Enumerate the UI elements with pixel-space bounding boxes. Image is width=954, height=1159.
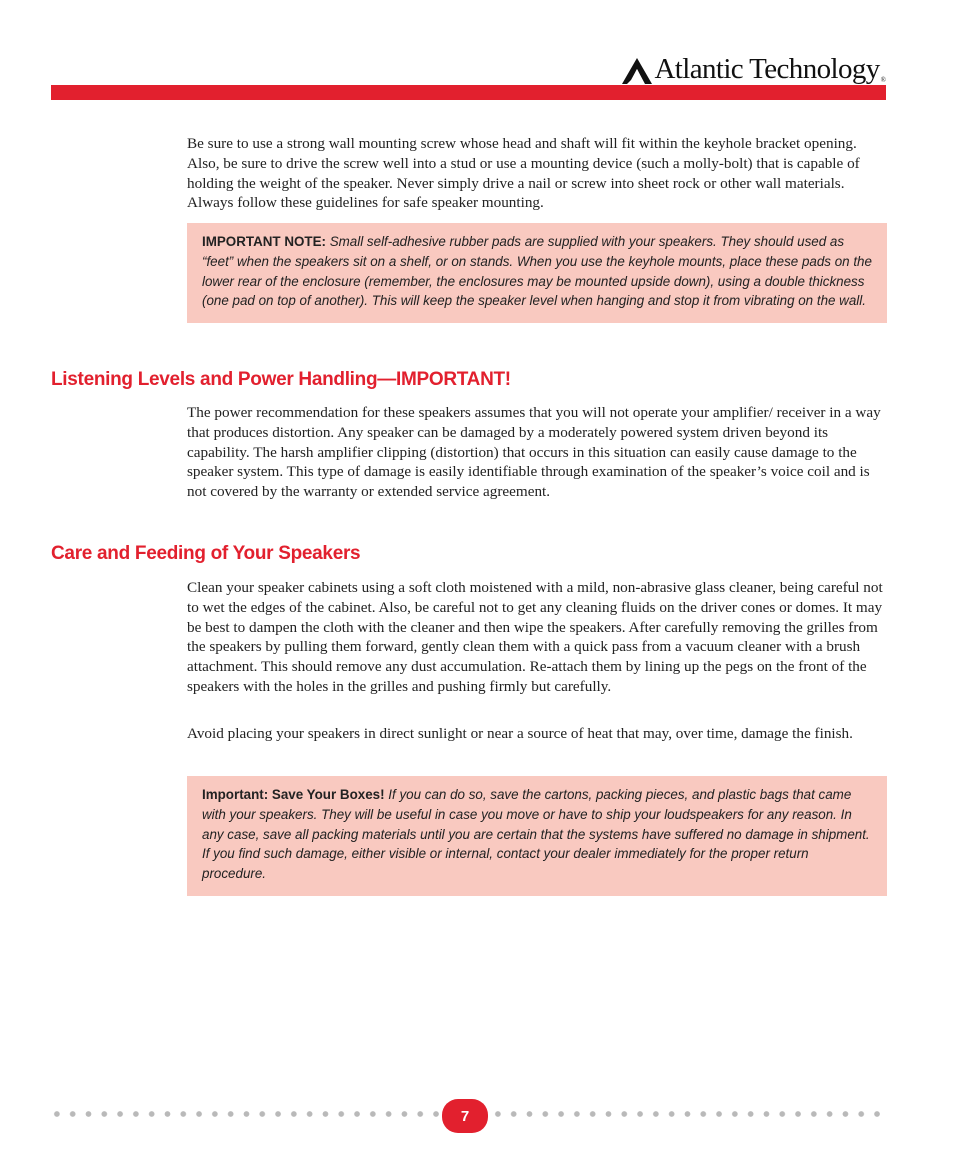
intro-paragraph: Be sure to use a strong wall mounting screw whose head and shaft will fit within the keyhole bracket opening. Also, be sure to drive the screw well into a stud or use a mounting device (such a molly-bolt) that is capable of holding the weight of the speaker. Never simply drive a nail or screw into sheet rock or other wall materials. Always follow these guidelines for safe speaker mounting.: [187, 135, 860, 212]
section-heading-care-feeding: Care and Feeding of Your Speakers: [51, 543, 361, 564]
footer-dots-left: [49, 1110, 443, 1118]
listening-levels-paragraph: The power recommendation for these speakers assumes that you will not operate your amplifier/ receiver in a way that produces distortion. Any speaker can be damaged by a moderately powered system driven beyond its capability. The harsh amplifier clipping (distortion) that occurs in this situation can easily cause damage to the speaker system. This type of damage is easily identifiable through examination of the speaker’s voice coil and is not covered by the warranty or extended service agreement.: [187, 404, 881, 501]
header-rule: [51, 85, 886, 100]
section-heading-listening-levels: Listening Levels and Power Handling—IMPORTANT!: [51, 369, 511, 390]
note-lead: IMPORTANT NOTE:: [202, 234, 326, 249]
brand-logo: [622, 50, 886, 84]
note-text: Small self-adhesive rubber pads are supplied with your speakers. They should used as “feet” when the speakers sit on a shelf, or on stands. When you use the keyhole mounts, place these pads on the lower rear of the enclosure (remember, the enclosures may be mounted upside down), using a double thickness (one pad on top of another). This will keep the speaker level when hanging and stop it from vibrating on the wall.: [202, 234, 872, 309]
footer-dots-right: [490, 1110, 888, 1118]
registered-mark: ®: [880, 76, 886, 84]
note-text: If you can do so, save the cartons, packing pieces, and plastic bags that came with your speakers. They will be useful in case you move or have to ship your loudspeakers for any reason. In any case, save all packing materials until you are certain that the systems have suffered no damage in shipment. If you find such damage, either visible or internal, contact your dealer immediately for the proper return procedure.: [202, 787, 870, 882]
care-paragraph-1: Clean your speaker cabinets using a soft cloth moistened with a mild, non-abrasive glass cleaner, being careful not to wet the edges of the cabinet. Also, be careful not to get any cleaning fluids on the driver cones or domes. It may be best to dampen the cloth with the cleaner and then wipe the speakers. After carefully removing the grilles from the speakers by pulling them forward, gently clean them with a quick pass from a vacuum cleaner with a brush attachment. This should remove any dust accumulation. Re-attach them by lining up the pegs on the front of the speakers with the holes in the grilles and pushing firmly but carefully.: [187, 579, 883, 695]
brand-name: Atlantic Technology: [654, 53, 880, 85]
important-note-box: [187, 223, 887, 323]
care-paragraph-2: Avoid placing your speakers in direct sunlight or near a source of heat that may, over time, damage the finish.: [187, 725, 853, 742]
save-boxes-note-box: [187, 776, 887, 896]
triangle-logo-icon: [622, 58, 652, 84]
note-lead: Important: Save Your Boxes!: [202, 787, 385, 802]
page-number-badge: 7: [442, 1099, 488, 1133]
